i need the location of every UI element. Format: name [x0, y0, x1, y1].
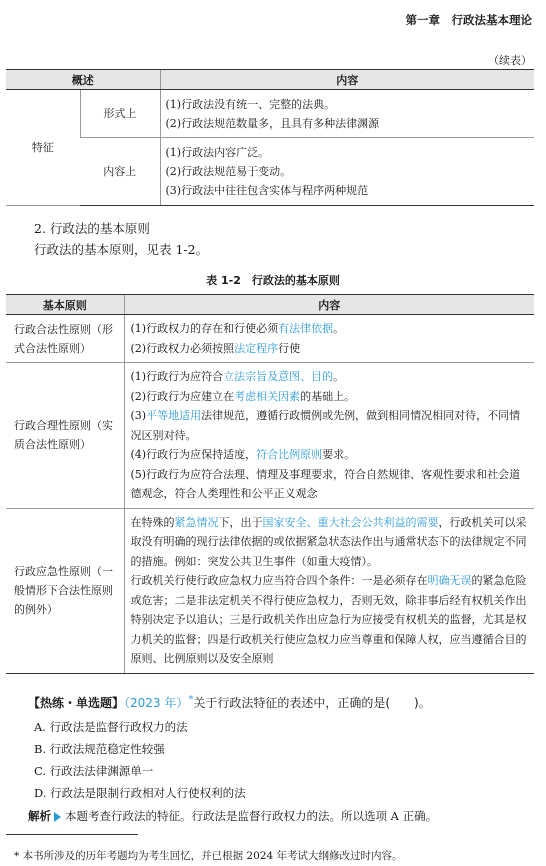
- section-heading: 2. 行政法的基本原则: [34, 221, 150, 236]
- content-text: (5)行政行为应符合法理、情理及事理要求，符合自然规律、客观性要求和社会道德观念，符合人类理性和公平正义观念: [130, 467, 521, 500]
- footnote: * 本书所涉及的历年考题均为考生回忆，并已根据 2024 年考试大纲修改过时内容。: [14, 850, 403, 862]
- content-text: 。: [333, 322, 345, 335]
- principle-content: [124, 508, 534, 673]
- table1-item: (2)行政法规范易于变动。: [165, 165, 292, 178]
- content-text: 行政机关行使行政应急权力应当符合四个条件：一是必须存在: [130, 574, 428, 587]
- principle-content: [124, 315, 534, 363]
- highlight-text: 紧急情况: [174, 515, 219, 529]
- question-text: 关于行政法特征的表述中，正确的是( )。: [193, 696, 431, 710]
- footnote-mark: *: [188, 694, 194, 705]
- table2-header-principle: 基本原则: [6, 295, 124, 315]
- content-line: [131, 513, 529, 572]
- chapter-header: 第一章 行政法基本理论: [405, 13, 532, 27]
- table1-content-cell: [160, 138, 534, 206]
- features-table: [6, 69, 534, 206]
- table1-group-label: 特征: [6, 90, 80, 206]
- table1-item: (1)行政法内容广泛。: [165, 146, 270, 159]
- highlight-text: 平等地适用: [146, 409, 202, 422]
- content-text: 下，出于: [218, 515, 263, 529]
- content-line: [131, 319, 529, 339]
- content-text: 法律规范，遵循行政惯例或先例，做到相同情况相同对待，不同情况区别对待。: [130, 409, 521, 442]
- highlight-text: 有法律依据: [278, 322, 334, 335]
- table1-content-cell: [160, 90, 534, 138]
- principle-name: 行政合理性原则（实质合法性原则）: [6, 363, 124, 509]
- table1-item: (1)行政法没有统一、完整的法典。: [165, 97, 336, 111]
- content-text: (4)行政行为应保持适度，: [130, 448, 257, 461]
- content-line: [131, 406, 529, 445]
- table-caption: 表 1-2 行政法的基本原则: [206, 274, 340, 287]
- answer-text: 本题考查行政法的特征。行政法是监督行政权力的法。所以选项 A 正确。: [65, 809, 438, 823]
- content-line: [131, 387, 529, 407]
- content-text: 在特殊的: [130, 515, 175, 529]
- content-text: 的基础上。: [300, 389, 356, 403]
- table2-header-content: 内容: [124, 295, 534, 315]
- content-text: (2)行政行为应建立在: [130, 389, 235, 403]
- content-text: 行使: [278, 341, 301, 355]
- highlight-text: 法定程序: [234, 341, 279, 355]
- content-text: 的紧急危险或危害；二是非法定机关不得行使应急权力，否则无效，除非事后经有权机关作出特别决定予以追认；三是行政机关作出应急行为应接受有权机关的监督，尤其是权力机关的监督；四是行政机关行使应急权力应当尊重和保障人权，应当遵循合目的原则、比例原则以及安全原则: [130, 574, 527, 665]
- highlight-text: 国家安全、重大社会公共利益的需要: [262, 515, 439, 529]
- table1-item: (2)行政法规范数量多，且具有多种法律渊源: [165, 116, 380, 130]
- question-label: 【热练・单选题】: [28, 696, 125, 710]
- content-text: (2)行政权力必须按照: [130, 341, 235, 355]
- answer-label: 解析: [28, 809, 51, 823]
- question-year: （2023 年）: [124, 696, 189, 710]
- highlight-text: 考虑相关因素: [234, 389, 301, 403]
- highlight-text: 明确无误: [427, 574, 472, 587]
- question-stem: [28, 694, 431, 711]
- table1-sub-label: 内容上: [80, 138, 160, 206]
- answer-explanation: [28, 808, 437, 824]
- content-text: ，行政机关可以采取没有明确的现行法律依据的或依据紧急状态法作出与通常状态下的法律规定不同的措施。例如：突发公共卫生事件（如重大疫情）。: [130, 515, 527, 568]
- option-a: A. 行政法是监督行政权力的法: [34, 720, 188, 734]
- section-intro: 行政法的基本原则，见表 1-2。: [34, 242, 209, 257]
- content-line: [131, 367, 529, 387]
- content-text: (1)行政权力的存在和行使必须: [130, 322, 279, 335]
- table1-header-overview: 概述: [6, 70, 160, 90]
- content-text: 。: [333, 370, 345, 383]
- highlight-text: 符合比例原则: [256, 448, 323, 461]
- content-line: [131, 465, 529, 504]
- table1-sub-label: 形式上: [80, 90, 160, 138]
- content-line: [131, 445, 529, 465]
- table1-item: (3)行政法中往往包含实体与程序两种规范: [165, 184, 369, 197]
- content-line: [131, 571, 529, 669]
- principles-table: [6, 294, 534, 674]
- table1-header-content: 内容: [160, 70, 534, 90]
- option-d: D. 行政法是限制行政相对人行使权利的法: [34, 786, 246, 800]
- principle-content: [124, 363, 534, 509]
- content-line: [131, 339, 529, 359]
- content-text: 要求。: [322, 448, 356, 461]
- content-text: (3): [130, 409, 147, 422]
- principle-name: 行政应急性原则（一般情形下合法性原则的例外）: [6, 508, 124, 673]
- highlight-text: 立法宗旨及意图、目的: [223, 370, 334, 383]
- play-arrow-icon: [54, 812, 61, 822]
- option-b: B. 行政法规范稳定性较强: [34, 742, 165, 756]
- option-c: C. 行政法法律渊源单一: [34, 764, 154, 778]
- content-text: (1)行政行为应符合: [130, 370, 224, 383]
- principle-name: 行政合法性原则（形式合法性原则）: [6, 315, 124, 363]
- continued-label: （续表）: [488, 54, 532, 67]
- footnote-divider: [6, 834, 138, 835]
